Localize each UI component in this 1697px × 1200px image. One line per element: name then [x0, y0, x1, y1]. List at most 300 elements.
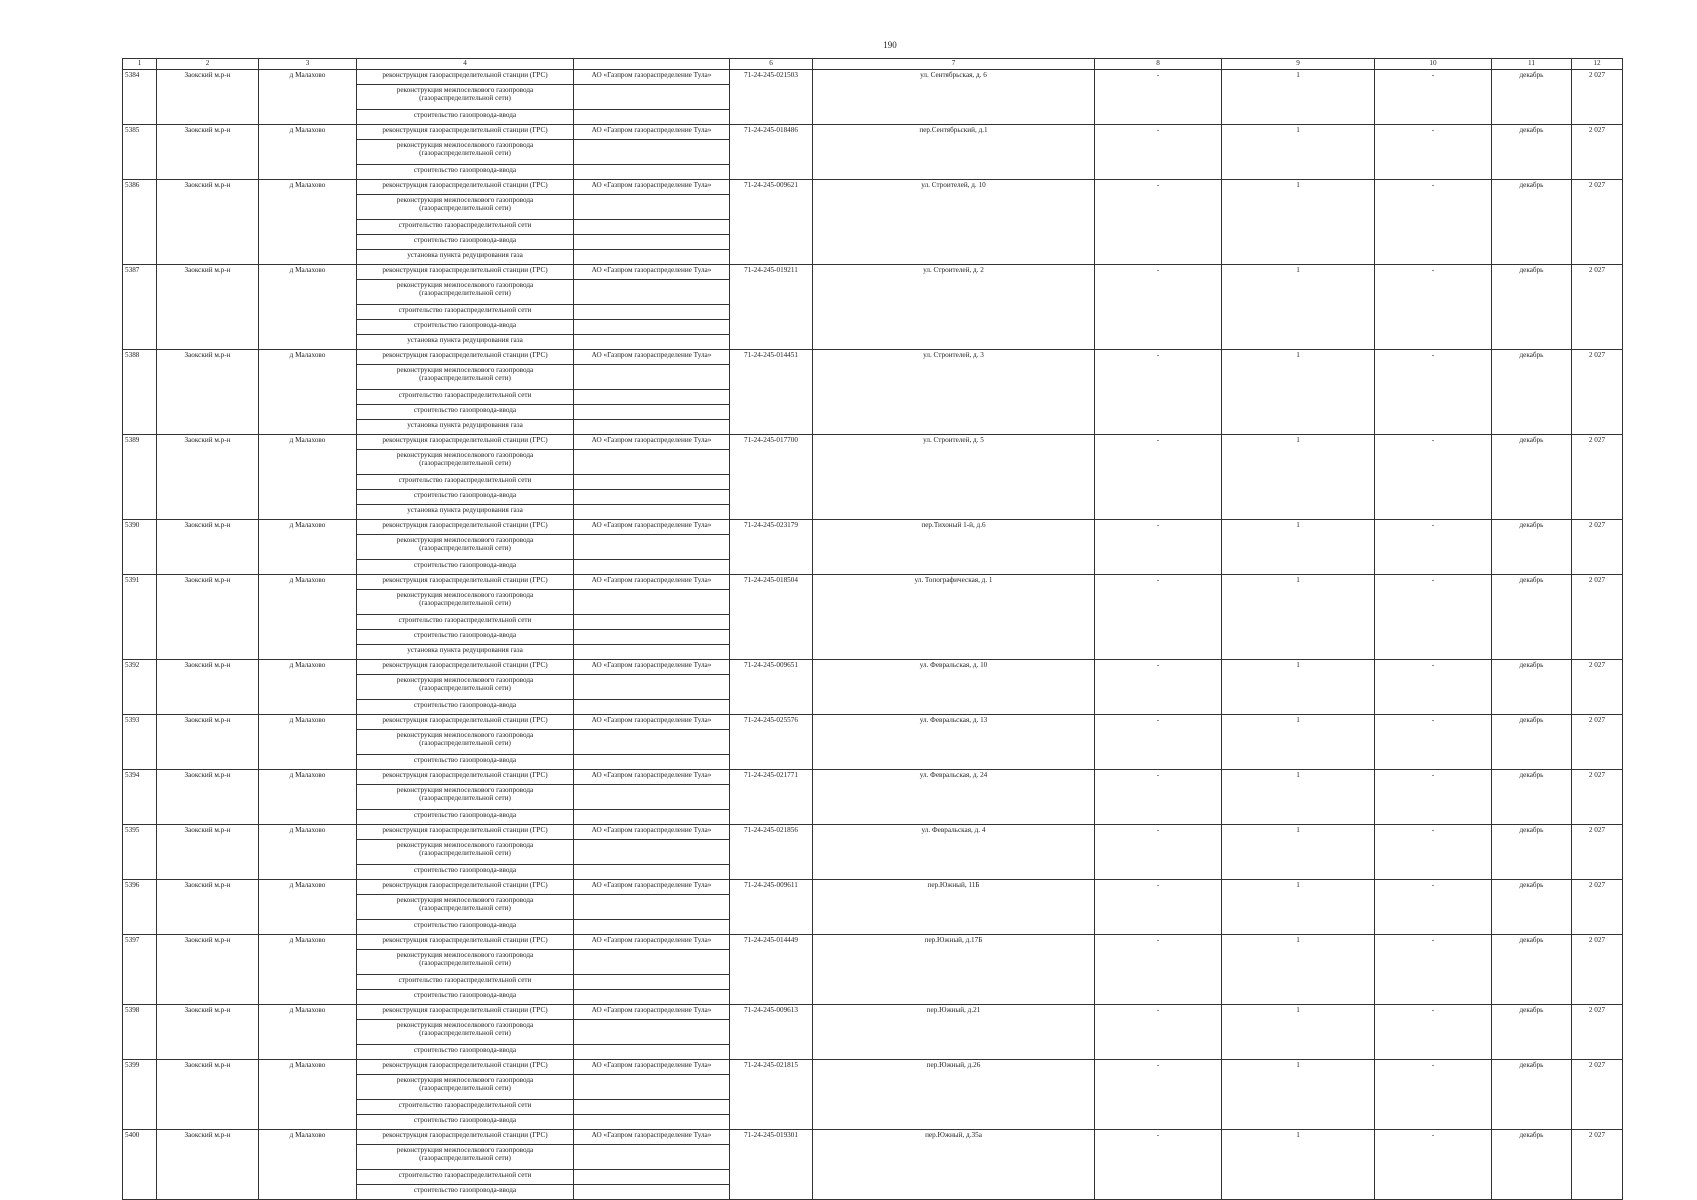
cell-col9: 1	[1222, 435, 1375, 520]
cell-locality: д Малахово	[259, 1130, 357, 1200]
cell-work: реконструкция газораспределительной станции (ГРС)	[357, 1130, 574, 1145]
cell-owner: АО «Газпром газораспределение Тула»	[574, 1005, 730, 1020]
cell-work: строительство газопровода-ввода	[357, 490, 574, 505]
cell-col8: -	[1095, 350, 1222, 435]
cell-owner-empty	[574, 560, 730, 575]
cell-code: 71-24-245-019301	[730, 1130, 813, 1200]
cell-work: реконструкция газораспределительной станции (ГРС)	[357, 125, 574, 140]
cell-col8: -	[1095, 1130, 1222, 1200]
table-row	[123, 1060, 1623, 1075]
cell-work: реконструкция газораспределительной станции (ГРС)	[357, 935, 574, 950]
cell-work: реконструкция газораспределительной станции (ГРС)	[357, 880, 574, 895]
cell-work: строительство газораспределительной сети	[357, 305, 574, 320]
cell-col8: -	[1095, 770, 1222, 825]
cell-col10: -	[1375, 350, 1492, 435]
cell-owner-empty	[574, 895, 730, 920]
cell-owner-empty	[574, 755, 730, 770]
cell-year: 2 027	[1572, 180, 1623, 265]
cell-owner-empty	[574, 615, 730, 630]
cell-owner-empty	[574, 475, 730, 490]
cell-district: Заокский м.р-н	[157, 350, 259, 435]
cell-month: декабрь	[1492, 715, 1572, 770]
cell-address: пер.Южный, д.17Б	[813, 935, 1095, 1005]
cell-col8: -	[1095, 1060, 1222, 1130]
cell-col10: -	[1375, 1005, 1492, 1060]
cell-work: реконструкция межпоселкового газопровода (газораспределительной сети)	[357, 730, 574, 755]
cell-month: декабрь	[1492, 1060, 1572, 1130]
cell-work: реконструкция межпоселкового газопровода (газораспределительной сети)	[357, 140, 574, 165]
cell-address: пер.Южный, 11Б	[813, 880, 1095, 935]
cell-code: 71-24-245-009613	[730, 1005, 813, 1060]
cell-owner-empty	[574, 505, 730, 520]
cell-year: 2 027	[1572, 435, 1623, 520]
cell-work: строительство газопровода-ввода	[357, 320, 574, 335]
cell-work: реконструкция межпоселкового газопровода (газораспределительной сети)	[357, 895, 574, 920]
cell-year: 2 027	[1572, 880, 1623, 935]
cell-work: реконструкция газораспределительной станции (ГРС)	[357, 180, 574, 195]
cell-col8: -	[1095, 125, 1222, 180]
cell-col9: 1	[1222, 70, 1375, 125]
data-table	[122, 58, 1623, 1200]
cell-year: 2 027	[1572, 1005, 1623, 1060]
cell-col8: -	[1095, 715, 1222, 770]
cell-owner: АО «Газпром газораспределение Тула»	[574, 660, 730, 675]
cell-owner-empty	[574, 1115, 730, 1130]
cell-col8: -	[1095, 660, 1222, 715]
cell-col9: 1	[1222, 265, 1375, 350]
cell-work: строительство газопровода-ввода	[357, 920, 574, 935]
cell-number: 5388	[123, 350, 157, 435]
cell-work: строительство газораспределительной сети	[357, 1100, 574, 1115]
cell-owner-empty	[574, 280, 730, 305]
cell-work: реконструкция газораспределительной станции (ГРС)	[357, 350, 574, 365]
table-row	[123, 715, 1623, 730]
cell-locality: д Малахово	[259, 825, 357, 880]
cell-number: 5385	[123, 125, 157, 180]
cell-owner-empty	[574, 110, 730, 125]
cell-col9: 1	[1222, 125, 1375, 180]
cell-col10: -	[1375, 825, 1492, 880]
cell-work: строительство газопровода-ввода	[357, 700, 574, 715]
cell-address: ул. Строителей, д. 2	[813, 265, 1095, 350]
cell-district: Заокский м.р-н	[157, 935, 259, 1005]
cell-work: реконструкция газораспределительной станции (ГРС)	[357, 825, 574, 840]
cell-owner-empty	[574, 630, 730, 645]
cell-address: ул. Строителей, д. 10	[813, 180, 1095, 265]
cell-month: декабрь	[1492, 125, 1572, 180]
cell-work: реконструкция межпоселкового газопровода (газораспределительной сети)	[357, 1075, 574, 1100]
cell-address: ул. Строителей, д. 3	[813, 350, 1095, 435]
table-row	[123, 520, 1623, 535]
cell-locality: д Малахово	[259, 180, 357, 265]
cell-work: строительство газораспределительной сети	[357, 1170, 574, 1185]
cell-work: строительство газопровода-ввода	[357, 865, 574, 880]
cell-owner-empty	[574, 975, 730, 990]
cell-col9: 1	[1222, 935, 1375, 1005]
cell-col9: 1	[1222, 880, 1375, 935]
cell-work: строительство газораспределительной сети	[357, 390, 574, 405]
cell-district: Заокский м.р-н	[157, 575, 259, 660]
header-row	[123, 59, 1623, 70]
cell-work: реконструкция межпоселкового газопровода (газораспределительной сети)	[357, 675, 574, 700]
cell-year: 2 027	[1572, 575, 1623, 660]
table-row	[123, 880, 1623, 895]
cell-month: декабрь	[1492, 935, 1572, 1005]
cell-work: реконструкция газораспределительной станции (ГРС)	[357, 1060, 574, 1075]
cell-owner: АО «Газпром газораспределение Тула»	[574, 70, 730, 85]
cell-owner-empty	[574, 785, 730, 810]
cell-work: строительство газораспределительной сети	[357, 615, 574, 630]
cell-owner: АО «Газпром газораспределение Тула»	[574, 125, 730, 140]
cell-month: декабрь	[1492, 880, 1572, 935]
cell-address: пер.Южный, д.21	[813, 1005, 1095, 1060]
col-header: 3	[259, 59, 357, 70]
cell-district: Заокский м.р-н	[157, 435, 259, 520]
cell-owner-empty	[574, 1185, 730, 1200]
cell-month: декабрь	[1492, 180, 1572, 265]
cell-col10: -	[1375, 715, 1492, 770]
cell-address: пер.Южный, д.35а	[813, 1130, 1095, 1200]
cell-work: строительство газопровода-ввода	[357, 990, 574, 1005]
cell-number: 5398	[123, 1005, 157, 1060]
table-row	[123, 575, 1623, 590]
cell-owner-empty	[574, 365, 730, 390]
cell-work: строительство газопровода-ввода	[357, 165, 574, 180]
cell-district: Заокский м.р-н	[157, 880, 259, 935]
cell-work: реконструкция межпоселкового газопровода (газораспределительной сети)	[357, 85, 574, 110]
cell-number: 5393	[123, 715, 157, 770]
cell-address: ул. Февральская, д. 24	[813, 770, 1095, 825]
cell-number: 5390	[123, 520, 157, 575]
cell-owner-empty	[574, 1020, 730, 1045]
col-header	[574, 59, 730, 70]
cell-owner: АО «Газпром газораспределение Тула»	[574, 575, 730, 590]
cell-locality: д Малахово	[259, 125, 357, 180]
table-row	[123, 265, 1623, 280]
table-row	[123, 435, 1623, 450]
cell-owner-empty	[574, 1100, 730, 1115]
cell-col9: 1	[1222, 660, 1375, 715]
cell-col9: 1	[1222, 1130, 1375, 1200]
cell-year: 2 027	[1572, 935, 1623, 1005]
cell-work: реконструкция газораспределительной станции (ГРС)	[357, 70, 574, 85]
cell-work: реконструкция межпоселкового газопровода (газораспределительной сети)	[357, 280, 574, 305]
cell-col9: 1	[1222, 575, 1375, 660]
cell-owner-empty	[574, 840, 730, 865]
cell-col10: -	[1375, 935, 1492, 1005]
cell-month: декабрь	[1492, 1005, 1572, 1060]
cell-locality: д Малахово	[259, 435, 357, 520]
cell-locality: д Малахово	[259, 880, 357, 935]
cell-year: 2 027	[1572, 350, 1623, 435]
cell-month: декабрь	[1492, 350, 1572, 435]
cell-district: Заокский м.р-н	[157, 520, 259, 575]
cell-col10: -	[1375, 435, 1492, 520]
cell-work: строительство газопровода-ввода	[357, 405, 574, 420]
cell-address: ул. Сентябрьская, д. 6	[813, 70, 1095, 125]
cell-work: реконструкция газораспределительной станции (ГРС)	[357, 715, 574, 730]
cell-month: декабрь	[1492, 575, 1572, 660]
cell-owner: АО «Газпром газораспределение Тула»	[574, 825, 730, 840]
cell-work: строительство газопровода-ввода	[357, 755, 574, 770]
cell-year: 2 027	[1572, 70, 1623, 125]
cell-locality: д Малахово	[259, 660, 357, 715]
table-row	[123, 180, 1623, 195]
cell-owner-empty	[574, 235, 730, 250]
cell-code: 71-24-245-018504	[730, 575, 813, 660]
cell-owner: АО «Газпром газораспределение Тула»	[574, 1060, 730, 1075]
cell-address: ул. Топографическая, д. 1	[813, 575, 1095, 660]
cell-owner-empty	[574, 420, 730, 435]
cell-work: установка пункта редуцирования газа	[357, 645, 574, 660]
cell-district: Заокский м.р-н	[157, 1005, 259, 1060]
cell-owner-empty	[574, 165, 730, 180]
cell-code: 71-24-245-009611	[730, 880, 813, 935]
cell-owner-empty	[574, 305, 730, 320]
cell-owner-empty	[574, 810, 730, 825]
cell-district: Заокский м.р-н	[157, 265, 259, 350]
cell-district: Заокский м.р-н	[157, 70, 259, 125]
cell-owner: АО «Газпром газораспределение Тула»	[574, 435, 730, 450]
cell-work: реконструкция газораспределительной станции (ГРС)	[357, 435, 574, 450]
table-row	[123, 935, 1623, 950]
cell-owner-empty	[574, 1170, 730, 1185]
cell-col8: -	[1095, 1005, 1222, 1060]
cell-work: реконструкция межпоселкового газопровода (газораспределительной сети)	[357, 195, 574, 220]
cell-owner-empty	[574, 250, 730, 265]
cell-month: декабрь	[1492, 770, 1572, 825]
cell-locality: д Малахово	[259, 770, 357, 825]
col-header: 7	[813, 59, 1095, 70]
cell-col10: -	[1375, 1060, 1492, 1130]
cell-col9: 1	[1222, 825, 1375, 880]
table-row	[123, 125, 1623, 140]
cell-col9: 1	[1222, 1060, 1375, 1130]
cell-col10: -	[1375, 660, 1492, 715]
cell-work: реконструкция межпоселкового газопровода (газораспределительной сети)	[357, 365, 574, 390]
cell-code: 71-24-245-009651	[730, 660, 813, 715]
cell-month: декабрь	[1492, 70, 1572, 125]
cell-address: ул. Февральская, д. 10	[813, 660, 1095, 715]
cell-district: Заокский м.р-н	[157, 1130, 259, 1200]
cell-owner-empty	[574, 920, 730, 935]
cell-address: пер.Сентябрьский, д.1	[813, 125, 1095, 180]
cell-owner-empty	[574, 700, 730, 715]
cell-year: 2 027	[1572, 1130, 1623, 1200]
col-header: 4	[357, 59, 574, 70]
cell-work: строительство газопровода-ввода	[357, 630, 574, 645]
cell-month: декабрь	[1492, 520, 1572, 575]
cell-number: 5392	[123, 660, 157, 715]
cell-work: строительство газопровода-ввода	[357, 1185, 574, 1200]
cell-work: строительство газораспределительной сети	[357, 975, 574, 990]
table-row	[123, 1130, 1623, 1145]
cell-district: Заокский м.р-н	[157, 770, 259, 825]
cell-year: 2 027	[1572, 825, 1623, 880]
cell-month: декабрь	[1492, 660, 1572, 715]
cell-work: строительство газопровода-ввода	[357, 110, 574, 125]
cell-address: пер.Тихоный 1-й, д.6	[813, 520, 1095, 575]
col-header: 1	[123, 59, 157, 70]
cell-locality: д Малахово	[259, 575, 357, 660]
cell-locality: д Малахово	[259, 1060, 357, 1130]
cell-work: строительство газопровода-ввода	[357, 560, 574, 575]
cell-work: реконструкция межпоселкового газопровода (газораспределительной сети)	[357, 950, 574, 975]
cell-col8: -	[1095, 70, 1222, 125]
cell-number: 5400	[123, 1130, 157, 1200]
cell-col8: -	[1095, 265, 1222, 350]
cell-locality: д Малахово	[259, 520, 357, 575]
cell-locality: д Малахово	[259, 70, 357, 125]
cell-address: ул. Строителей, д. 5	[813, 435, 1095, 520]
cell-locality: д Малахово	[259, 1005, 357, 1060]
table-row	[123, 660, 1623, 675]
cell-work: строительство газораспределительной сети	[357, 220, 574, 235]
cell-work: реконструкция газораспределительной станции (ГРС)	[357, 660, 574, 675]
cell-col10: -	[1375, 125, 1492, 180]
cell-owner-empty	[574, 85, 730, 110]
cell-month: декабрь	[1492, 265, 1572, 350]
cell-owner: АО «Газпром газораспределение Тула»	[574, 1130, 730, 1145]
cell-owner: АО «Газпром газораспределение Тула»	[574, 265, 730, 280]
cell-number: 5391	[123, 575, 157, 660]
cell-work: установка пункта редуцирования газа	[357, 335, 574, 350]
cell-owner-empty	[574, 490, 730, 505]
col-header: 11	[1492, 59, 1572, 70]
cell-col10: -	[1375, 880, 1492, 935]
cell-address: пер.Южный, д.26	[813, 1060, 1095, 1130]
cell-col8: -	[1095, 520, 1222, 575]
cell-work: установка пункта редуцирования газа	[357, 505, 574, 520]
cell-col8: -	[1095, 180, 1222, 265]
cell-col8: -	[1095, 825, 1222, 880]
cell-work: реконструкция газораспределительной станции (ГРС)	[357, 520, 574, 535]
cell-year: 2 027	[1572, 1060, 1623, 1130]
cell-work: реконструкция межпоселкового газопровода (газораспределительной сети)	[357, 535, 574, 560]
cell-code: 71-24-245-018486	[730, 125, 813, 180]
cell-number: 5387	[123, 265, 157, 350]
cell-owner: АО «Газпром газораспределение Тула»	[574, 880, 730, 895]
cell-code: 71-24-245-025576	[730, 715, 813, 770]
cell-col9: 1	[1222, 180, 1375, 265]
cell-year: 2 027	[1572, 715, 1623, 770]
cell-col8: -	[1095, 575, 1222, 660]
cell-month: декабрь	[1492, 1130, 1572, 1200]
cell-work: реконструкция газораспределительной станции (ГРС)	[357, 770, 574, 785]
cell-col10: -	[1375, 575, 1492, 660]
table-row	[123, 770, 1623, 785]
cell-code: 71-24-245-009621	[730, 180, 813, 265]
cell-work: реконструкция межпоселкового газопровода (газораспределительной сети)	[357, 450, 574, 475]
cell-col10: -	[1375, 770, 1492, 825]
cell-owner: АО «Газпром газораспределение Тула»	[574, 520, 730, 535]
cell-owner-empty	[574, 220, 730, 235]
cell-col8: -	[1095, 435, 1222, 520]
cell-owner-empty	[574, 535, 730, 560]
cell-district: Заокский м.р-н	[157, 1060, 259, 1130]
cell-work: реконструкция газораспределительной станции (ГРС)	[357, 265, 574, 280]
cell-owner-empty	[574, 335, 730, 350]
cell-locality: д Малахово	[259, 935, 357, 1005]
cell-owner-empty	[574, 950, 730, 975]
cell-owner-empty	[574, 990, 730, 1005]
cell-owner-empty	[574, 140, 730, 165]
table-row	[123, 350, 1623, 365]
col-header: 8	[1095, 59, 1222, 70]
cell-district: Заокский м.р-н	[157, 825, 259, 880]
cell-work: реконструкция газораспределительной станции (ГРС)	[357, 575, 574, 590]
cell-owner-empty	[574, 195, 730, 220]
cell-work: строительство газопровода-ввода	[357, 1115, 574, 1130]
cell-number: 5394	[123, 770, 157, 825]
col-header: 12	[1572, 59, 1623, 70]
cell-address: ул. Февральская, д. 4	[813, 825, 1095, 880]
cell-code: 71-24-245-021771	[730, 770, 813, 825]
cell-work: реконструкция межпоселкового газопровода (газораспределительной сети)	[357, 590, 574, 615]
col-header: 2	[157, 59, 259, 70]
cell-owner: АО «Газпром газораспределение Тула»	[574, 350, 730, 365]
cell-owner-empty	[574, 730, 730, 755]
cell-code: 71-24-245-017700	[730, 435, 813, 520]
cell-col10: -	[1375, 180, 1492, 265]
cell-district: Заокский м.р-н	[157, 715, 259, 770]
cell-work: установка пункта редуцирования газа	[357, 420, 574, 435]
table-row	[123, 70, 1623, 85]
table-row	[123, 825, 1623, 840]
cell-work: реконструкция межпоселкового газопровода (газораспределительной сети)	[357, 785, 574, 810]
cell-col9: 1	[1222, 350, 1375, 435]
cell-col10: -	[1375, 520, 1492, 575]
cell-locality: д Малахово	[259, 350, 357, 435]
table-body	[123, 70, 1623, 1200]
cell-owner-empty	[574, 1145, 730, 1170]
col-header: 6	[730, 59, 813, 70]
cell-year: 2 027	[1572, 770, 1623, 825]
cell-code: 71-24-245-021503	[730, 70, 813, 125]
cell-number: 5386	[123, 180, 157, 265]
cell-work: реконструкция межпоселкового газопровода (газораспределительной сети)	[357, 840, 574, 865]
cell-district: Заокский м.р-н	[157, 180, 259, 265]
cell-owner: АО «Газпром газораспределение Тула»	[574, 935, 730, 950]
cell-year: 2 027	[1572, 520, 1623, 575]
cell-col10: -	[1375, 1130, 1492, 1200]
cell-year: 2 027	[1572, 265, 1623, 350]
cell-owner-empty	[574, 320, 730, 335]
cell-owner: АО «Газпром газораспределение Тула»	[574, 770, 730, 785]
cell-district: Заокский м.р-н	[157, 125, 259, 180]
cell-code: 71-24-245-019211	[730, 265, 813, 350]
cell-work: реконструкция газораспределительной станции (ГРС)	[357, 1005, 574, 1020]
cell-work: строительство газопровода-ввода	[357, 235, 574, 250]
cell-code: 71-24-245-021856	[730, 825, 813, 880]
cell-owner-empty	[574, 865, 730, 880]
cell-code: 71-24-245-023179	[730, 520, 813, 575]
cell-number: 5389	[123, 435, 157, 520]
cell-owner-empty	[574, 645, 730, 660]
cell-owner-empty	[574, 405, 730, 420]
cell-work: реконструкция межпоселкового газопровода (газораспределительной сети)	[357, 1020, 574, 1045]
cell-owner: АО «Газпром газораспределение Тула»	[574, 715, 730, 730]
cell-work: строительство газораспределительной сети	[357, 475, 574, 490]
table-row	[123, 1005, 1623, 1020]
cell-number: 5395	[123, 825, 157, 880]
cell-col10: -	[1375, 70, 1492, 125]
cell-work: установка пункта редуцирования газа	[357, 250, 574, 265]
cell-address: ул. Февральская, д. 13	[813, 715, 1095, 770]
cell-col9: 1	[1222, 520, 1375, 575]
cell-district: Заокский м.р-н	[157, 660, 259, 715]
cell-work: реконструкция межпоселкового газопровода (газораспределительной сети)	[357, 1145, 574, 1170]
